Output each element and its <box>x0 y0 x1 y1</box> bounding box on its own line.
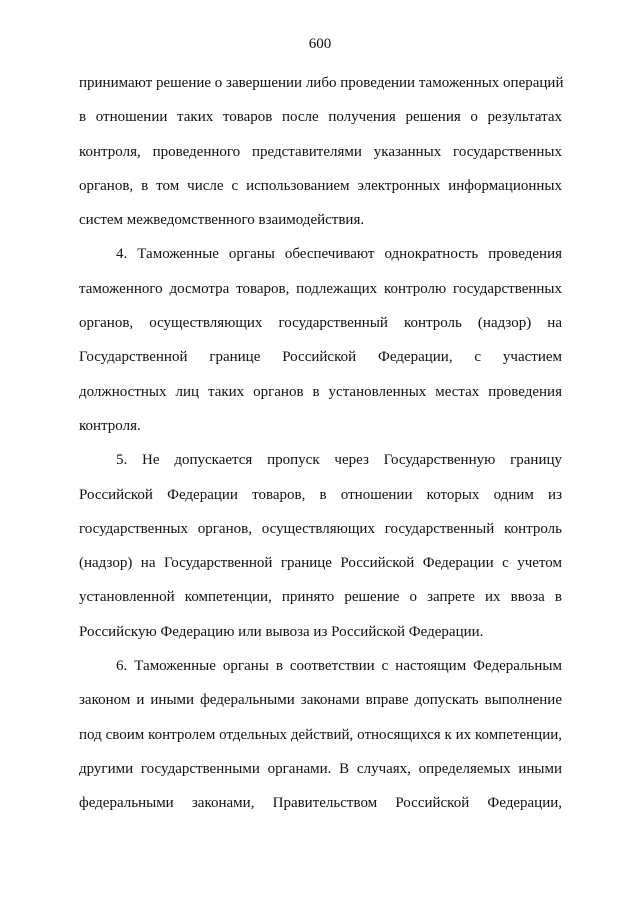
text-line: должностных лиц таких органов в установленных местах проведения <box>79 383 562 400</box>
text-line: принимают решение о завершении либо проведении таможенных операций <box>79 75 564 91</box>
text-line: 4. Таможенные органы обеспечивают однократность проведения <box>116 246 562 263</box>
paragraph-continuation <box>79 66 562 237</box>
text-line: федеральными законами, Правительством Российской Федерации, <box>79 795 562 812</box>
text-line: органов, в том числе с использованием электронных информационных <box>79 177 562 194</box>
text-line: Российской Федерации товаров, в отношении которых одним из <box>79 486 562 503</box>
text-line: в отношении таких товаров после получения решения о результатах <box>79 109 562 126</box>
text-line: органов, осуществляющих государственный контроль (надзор) на <box>79 315 562 332</box>
text-line: установленной компетенции, принято решение о запрете их ввоза в <box>79 589 562 606</box>
paragraph-item-6 <box>79 649 562 820</box>
text-line: систем межведомственного взаимодействия. <box>79 212 365 229</box>
text-line: Российскую Федерацию или вывоза из Российской Федерации. <box>79 623 484 640</box>
text-line: (надзор) на Государственной границе Российской Федерации с учетом <box>79 555 562 572</box>
text-line: контроля. <box>79 417 141 434</box>
text-line: 6. Таможенные органы в соответствии с настоящим Федеральным <box>116 658 562 675</box>
text-line: Государственной границе Российской Федерации, с участием <box>79 349 562 366</box>
text-line: другими государственными органами. В случаях, определяемых иными <box>79 760 562 777</box>
page-number: 600 <box>308 36 332 52</box>
document-body <box>79 66 562 821</box>
text-line: таможенного досмотра товаров, подлежащих контролю государственных <box>79 280 562 297</box>
paragraph-item-5 <box>79 443 562 649</box>
text-line: под своим контролем отдельных действий, относящихся к их компетенции, <box>79 726 562 743</box>
text-line: государственных органов, осуществляющих государственный контроль <box>79 520 562 537</box>
text-line: законом и иными федеральными законами вправе допускать выполнение <box>79 692 562 709</box>
paragraph-item-4 <box>79 237 562 443</box>
text-line: 5. Не допускается пропуск через Государственную границу <box>116 452 562 469</box>
text-line: контроля, проведенного представителями указанных государственных <box>79 143 562 160</box>
